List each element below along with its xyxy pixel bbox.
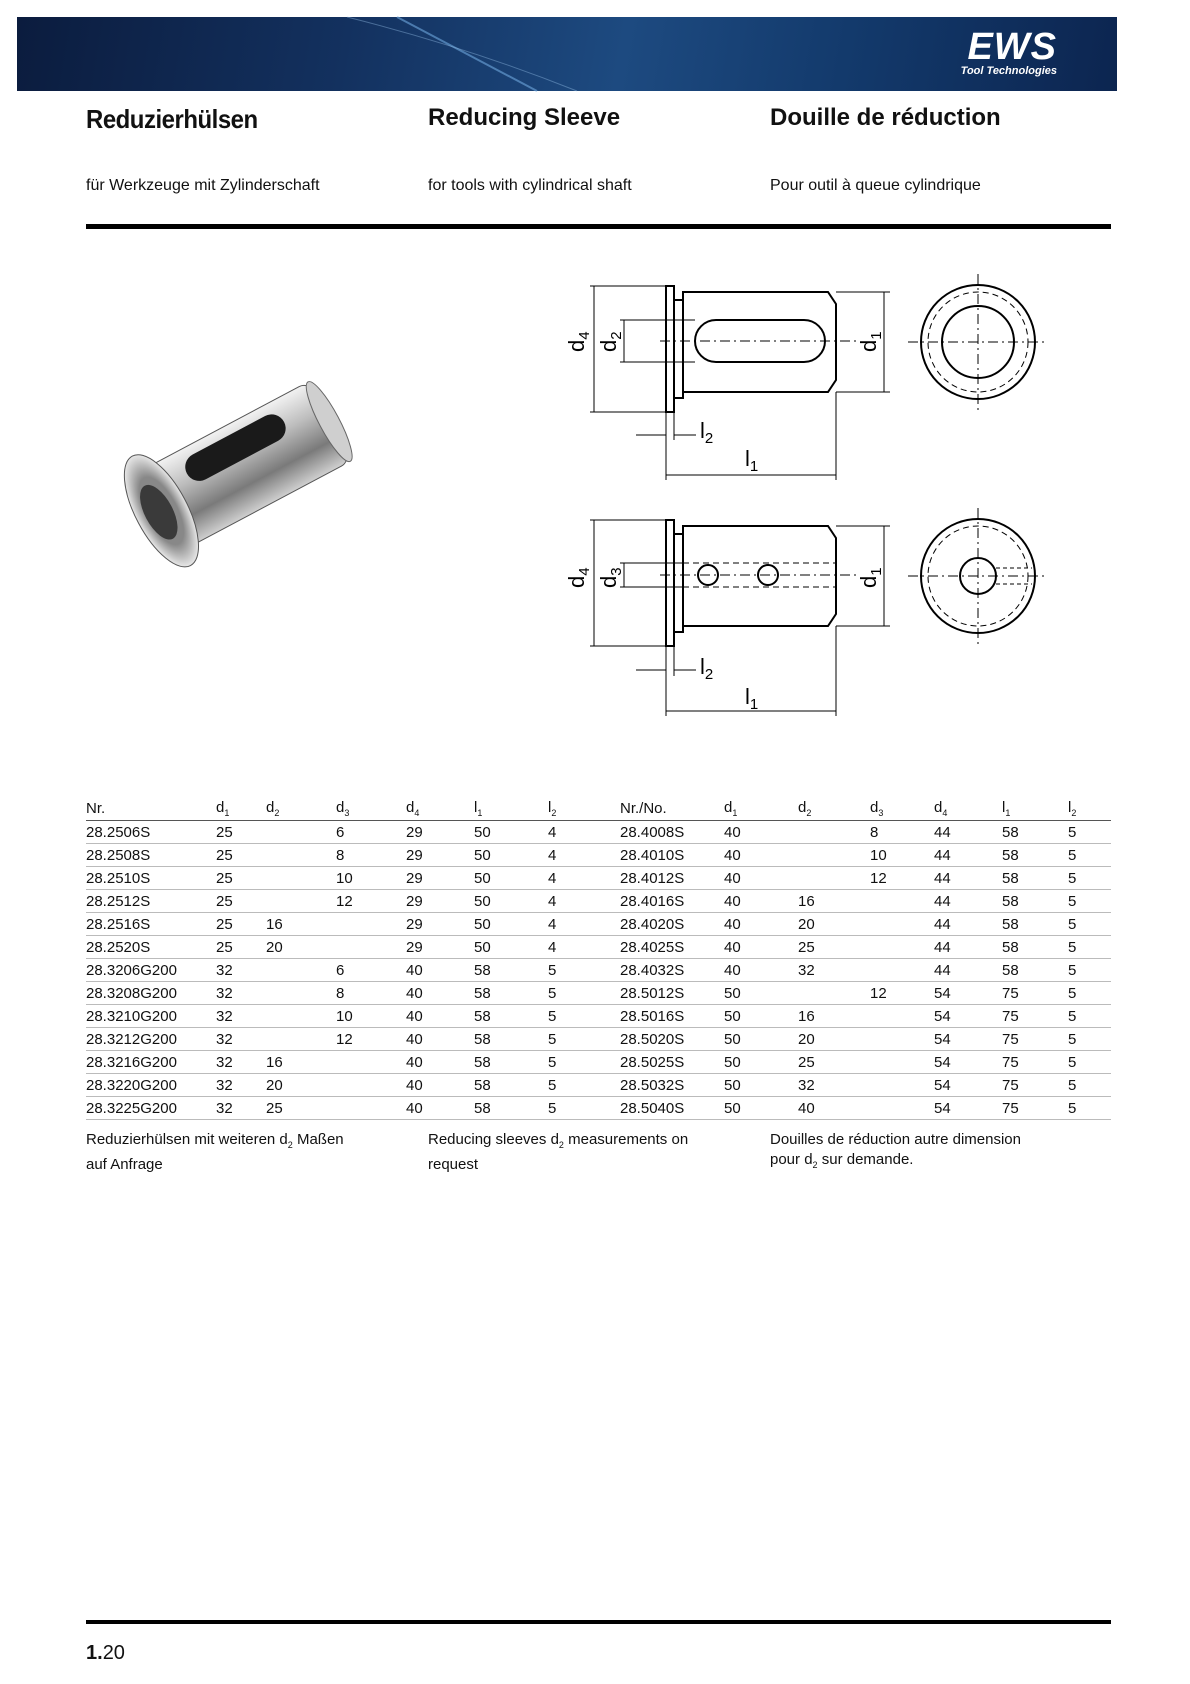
- note-en-text: Reducing sleeves d: [428, 1131, 559, 1148]
- note-en-sub: 2: [558, 1140, 564, 1150]
- table-cell: 6: [336, 959, 406, 982]
- column-header-left-3: $d_3$: [336, 798, 406, 821]
- table-cell: 8: [336, 982, 406, 1005]
- table-cell: 5: [1068, 1005, 1111, 1028]
- table-cell: 50: [474, 844, 548, 867]
- table-cell: 28.5016S: [620, 1005, 724, 1028]
- table-cell: 28.5020S: [620, 1028, 724, 1051]
- product-photo: [100, 370, 360, 590]
- title-german: Reduzierhülsen: [86, 104, 258, 134]
- table-row: [86, 1074, 1111, 1097]
- table-cell: 20: [798, 913, 870, 936]
- table-cell: 32: [216, 1097, 266, 1120]
- note-fr-text: Douilles de réduction autre dimension: [770, 1131, 1021, 1148]
- table-cell: 5: [1068, 844, 1111, 867]
- table-cell: 4: [548, 821, 620, 844]
- table-cell: 58: [1002, 936, 1068, 959]
- table-cell: 50: [474, 890, 548, 913]
- table-cell: 54: [934, 1028, 1002, 1051]
- table-cell: [870, 1005, 934, 1028]
- table-cell: 50: [474, 821, 548, 844]
- note-german: [86, 1130, 344, 1175]
- table-cell: 28.3206G200: [86, 959, 216, 982]
- table-cell: 10: [870, 844, 934, 867]
- table-cell: 5: [548, 1051, 620, 1074]
- note-de-sub: 2: [287, 1140, 293, 1150]
- table-cell: 58: [474, 982, 548, 1005]
- table-cell: 32: [216, 1051, 266, 1074]
- table-cell: [266, 1005, 336, 1028]
- table-cell: 28.4032S: [620, 959, 724, 982]
- table-cell: 58: [474, 1005, 548, 1028]
- table-cell: 40: [724, 890, 798, 913]
- table-cell: 58: [474, 959, 548, 982]
- table-cell: [870, 890, 934, 913]
- table-row: [86, 821, 1111, 844]
- page-chapter: 1.: [86, 1642, 103, 1664]
- table-cell: 40: [406, 1051, 474, 1074]
- label-d4-top: $d_4$: [564, 331, 593, 352]
- column-header-right-6: $l_2$: [1068, 798, 1111, 821]
- table-cell: [266, 1028, 336, 1051]
- table-cell: 28.3208G200: [86, 982, 216, 1005]
- column-header-right-1: $d_1$: [724, 798, 798, 821]
- table-cell: 40: [406, 1005, 474, 1028]
- label-l2-top: $l_2$: [700, 418, 714, 447]
- table-cell: 50: [724, 1097, 798, 1120]
- logo-tagline: Tool Technologies: [960, 65, 1057, 77]
- table-cell: 44: [934, 821, 1002, 844]
- table-cell: 40: [406, 1074, 474, 1097]
- table-cell: 8: [870, 821, 934, 844]
- table-cell: 54: [934, 982, 1002, 1005]
- column-header-left-2: $d_2$: [266, 798, 336, 821]
- table-cell: 54: [934, 1097, 1002, 1120]
- table-cell: 12: [870, 982, 934, 1005]
- column-header-right-0: Nr./No.: [620, 798, 724, 821]
- table-cell: 28.5040S: [620, 1097, 724, 1120]
- table-cell: [336, 913, 406, 936]
- table-cell: 12: [336, 1028, 406, 1051]
- table-cell: 58: [474, 1097, 548, 1120]
- table-cell: 28.5032S: [620, 1074, 724, 1097]
- table-cell: 4: [548, 936, 620, 959]
- column-header-left-0: Nr.: [86, 798, 216, 821]
- table-cell: 5: [1068, 1074, 1111, 1097]
- table-row: [86, 982, 1111, 1005]
- table-cell: [870, 1074, 934, 1097]
- ews-logo: [960, 26, 1057, 77]
- table-cell: 50: [474, 936, 548, 959]
- table-cell: 25: [266, 1097, 336, 1120]
- table-cell: 75: [1002, 1097, 1068, 1120]
- table-cell: [336, 936, 406, 959]
- sleeve-spec-table: [86, 798, 1111, 1120]
- table-cell: 28.2506S: [86, 821, 216, 844]
- table-cell: 32: [216, 1074, 266, 1097]
- table-cell: 5: [548, 982, 620, 1005]
- table-cell: 32: [216, 982, 266, 1005]
- table-cell: 40: [406, 982, 474, 1005]
- table-cell: 75: [1002, 1028, 1068, 1051]
- table-cell: 5: [548, 1097, 620, 1120]
- table-cell: 28.3210G200: [86, 1005, 216, 1028]
- table-cell: [870, 959, 934, 982]
- note-en-line2: request: [428, 1156, 479, 1173]
- column-header-left-1: $d_1$: [216, 798, 266, 821]
- table-cell: 5: [1068, 982, 1111, 1005]
- table-cell: 28.5025S: [620, 1051, 724, 1074]
- table-cell: 5: [548, 1005, 620, 1028]
- table-cell: 25: [798, 936, 870, 959]
- table-cell: [266, 890, 336, 913]
- table-cell: 28.4008S: [620, 821, 724, 844]
- table-cell: 50: [474, 867, 548, 890]
- table-cell: 25: [798, 1051, 870, 1074]
- table-row: [86, 1005, 1111, 1028]
- table-cell: 4: [548, 913, 620, 936]
- table-cell: 5: [548, 1028, 620, 1051]
- table-cell: [266, 959, 336, 982]
- table-cell: 16: [266, 913, 336, 936]
- note-fr-line2: pour d: [770, 1151, 813, 1168]
- table-cell: 28.3216G200: [86, 1051, 216, 1074]
- table-cell: 32: [216, 959, 266, 982]
- table-cell: 44: [934, 913, 1002, 936]
- table-cell: [336, 1051, 406, 1074]
- table-cell: 5: [1068, 1028, 1111, 1051]
- page-index: 20: [102, 1642, 125, 1664]
- label-d1-bottom: $d_1$: [856, 567, 885, 588]
- table-cell: 28.3220G200: [86, 1074, 216, 1097]
- subtitle-french: Pour outil à queue cylindrique: [770, 177, 981, 194]
- table-cell: 4: [548, 844, 620, 867]
- technical-drawing: [564, 270, 1130, 740]
- title-english: Reducing Sleeve: [428, 104, 621, 131]
- table-cell: 8: [336, 844, 406, 867]
- label-l2-bottom: $l_2$: [700, 654, 714, 683]
- table-cell: 16: [266, 1051, 336, 1074]
- table-cell: 25: [216, 936, 266, 959]
- table-cell: 28.2512S: [86, 890, 216, 913]
- column-header-right-2: $d_2$: [798, 798, 870, 821]
- table-cell: 58: [474, 1028, 548, 1051]
- table-cell: 75: [1002, 982, 1068, 1005]
- table-cell: 29: [406, 936, 474, 959]
- table-cell: 28.4025S: [620, 936, 724, 959]
- label-l1-bottom: $l_1$: [745, 684, 759, 713]
- header-banner: [17, 17, 1117, 91]
- column-header-left-6: $l_2$: [548, 798, 620, 821]
- table-cell: 44: [934, 844, 1002, 867]
- table-cell: 44: [934, 890, 1002, 913]
- column-header-right-4: $d_4$: [934, 798, 1002, 821]
- table-cell: 50: [474, 913, 548, 936]
- table-cell: 5: [1068, 959, 1111, 982]
- table-cell: [798, 867, 870, 890]
- table-cell: 29: [406, 913, 474, 936]
- table-cell: [870, 913, 934, 936]
- table-cell: 40: [798, 1097, 870, 1120]
- table-row: [86, 867, 1111, 890]
- table-cell: 4: [548, 867, 620, 890]
- table-cell: 58: [1002, 821, 1068, 844]
- table-cell: [870, 1051, 934, 1074]
- table-cell: 20: [266, 1074, 336, 1097]
- banner-light-streak: [17, 17, 1117, 91]
- label-d4-bottom: $d_4$: [564, 567, 593, 588]
- table-cell: 5: [1068, 867, 1111, 890]
- table-cell: 40: [724, 844, 798, 867]
- table-cell: 54: [934, 1074, 1002, 1097]
- table-row: [86, 890, 1111, 913]
- table-cell: [870, 936, 934, 959]
- table-header: [86, 798, 1111, 821]
- subtitle-german: für Werkzeuge mit Zylinderschaft: [86, 177, 320, 194]
- table-cell: 28.5012S: [620, 982, 724, 1005]
- table-cell: 28.2516S: [86, 913, 216, 936]
- table-cell: [798, 982, 870, 1005]
- table-cell: 50: [724, 1051, 798, 1074]
- table-cell: 25: [216, 913, 266, 936]
- label-l1-top: $l_1$: [745, 446, 759, 475]
- table-cell: 75: [1002, 1051, 1068, 1074]
- note-english: [428, 1130, 688, 1175]
- table-cell: 75: [1002, 1005, 1068, 1028]
- table-cell: 28.3212G200: [86, 1028, 216, 1051]
- table-cell: 44: [934, 959, 1002, 982]
- table-row: [86, 936, 1111, 959]
- label-d3-bottom: $d_3$: [596, 567, 625, 588]
- table-cell: 75: [1002, 1074, 1068, 1097]
- table-cell: 5: [1068, 890, 1111, 913]
- note-french: [770, 1130, 1021, 1175]
- table-cell: 54: [934, 1051, 1002, 1074]
- table-cell: [798, 844, 870, 867]
- table-cell: 28.2510S: [86, 867, 216, 890]
- table-cell: 58: [1002, 867, 1068, 890]
- table-cell: [336, 1097, 406, 1120]
- note-de-text: Reduzierhülsen mit weiteren d: [86, 1131, 288, 1148]
- table-cell: 12: [336, 890, 406, 913]
- table-cell: 32: [216, 1005, 266, 1028]
- table-cell: [336, 1074, 406, 1097]
- table-cell: 28.2508S: [86, 844, 216, 867]
- title-french: Douille de réduction: [770, 104, 1001, 131]
- table-cell: 28.4020S: [620, 913, 724, 936]
- note-en-text-end: measurements on: [563, 1131, 689, 1148]
- table-cell: 32: [798, 1074, 870, 1097]
- table-cell: 58: [1002, 890, 1068, 913]
- table-cell: 5: [1068, 936, 1111, 959]
- table-cell: 50: [724, 1005, 798, 1028]
- table-row: [86, 1028, 1111, 1051]
- table-cell: 58: [1002, 913, 1068, 936]
- table-cell: [266, 844, 336, 867]
- note-de-line2: auf Anfrage: [86, 1156, 163, 1173]
- page-number: [86, 1642, 125, 1665]
- table-cell: 28.4012S: [620, 867, 724, 890]
- table-cell: 40: [406, 1097, 474, 1120]
- table-row: [86, 844, 1111, 867]
- table-cell: 32: [216, 1028, 266, 1051]
- table-cell: 50: [724, 1074, 798, 1097]
- table-cell: 16: [798, 890, 870, 913]
- table-cell: [266, 821, 336, 844]
- table-body: [86, 821, 1111, 1120]
- table-cell: 10: [336, 867, 406, 890]
- table-cell: 40: [406, 1028, 474, 1051]
- table-cell: 12: [870, 867, 934, 890]
- table-cell: 20: [266, 936, 336, 959]
- note-fr-sub: 2: [812, 1160, 818, 1170]
- table-cell: 54: [934, 1005, 1002, 1028]
- table-cell: 16: [798, 1005, 870, 1028]
- table-cell: 40: [406, 959, 474, 982]
- column-header-right-5: $l_1$: [1002, 798, 1068, 821]
- table-cell: 5: [1068, 1097, 1111, 1120]
- top-divider: [86, 224, 1111, 229]
- table-cell: 20: [798, 1028, 870, 1051]
- column-header-left-5: $l_1$: [474, 798, 548, 821]
- table-cell: 58: [474, 1051, 548, 1074]
- table-row: [86, 959, 1111, 982]
- table-cell: 5: [1068, 913, 1111, 936]
- table-cell: 40: [724, 936, 798, 959]
- table-cell: 28.3225G200: [86, 1097, 216, 1120]
- subtitle-english: for tools with cylindrical shaft: [428, 177, 632, 194]
- table-cell: 32: [798, 959, 870, 982]
- table-row: [86, 913, 1111, 936]
- table-cell: 25: [216, 867, 266, 890]
- table-cell: 40: [724, 821, 798, 844]
- table-cell: [870, 1097, 934, 1120]
- table-cell: [266, 982, 336, 1005]
- logo-brand: EWS: [967, 26, 1057, 68]
- table-cell: [266, 867, 336, 890]
- table-cell: 5: [548, 959, 620, 982]
- label-d1-top: $d_1$: [856, 331, 885, 352]
- table-cell: 40: [724, 913, 798, 936]
- table-cell: 25: [216, 890, 266, 913]
- table-cell: 6: [336, 821, 406, 844]
- table-cell: 10: [336, 1005, 406, 1028]
- note-de-text-end: Maßen: [292, 1131, 344, 1148]
- table-cell: 29: [406, 867, 474, 890]
- table-cell: 4: [548, 890, 620, 913]
- table-row: [86, 1097, 1111, 1120]
- note-fr-line2-end: sur demande.: [817, 1151, 914, 1168]
- table-cell: 28.2520S: [86, 936, 216, 959]
- table-cell: [870, 1028, 934, 1051]
- table-cell: 58: [1002, 959, 1068, 982]
- column-header-right-3: $d_3$: [870, 798, 934, 821]
- table-cell: 50: [724, 1028, 798, 1051]
- table-cell: 5: [548, 1074, 620, 1097]
- table-cell: 25: [216, 844, 266, 867]
- table-cell: 5: [1068, 821, 1111, 844]
- table-cell: 29: [406, 844, 474, 867]
- table-cell: 58: [1002, 844, 1068, 867]
- table-cell: 44: [934, 867, 1002, 890]
- table-cell: 40: [724, 867, 798, 890]
- table-cell: 58: [474, 1074, 548, 1097]
- label-d2-top: $d_2$: [596, 331, 625, 352]
- table-cell: 28.4016S: [620, 890, 724, 913]
- table-cell: 5: [1068, 1051, 1111, 1074]
- table-cell: 50: [724, 982, 798, 1005]
- table-cell: 29: [406, 890, 474, 913]
- bottom-divider: [86, 1620, 1111, 1624]
- table-cell: 28.4010S: [620, 844, 724, 867]
- table-cell: [798, 821, 870, 844]
- table-cell: 40: [724, 959, 798, 982]
- table-cell: 44: [934, 936, 1002, 959]
- table-row: [86, 1051, 1111, 1074]
- table-cell: 25: [216, 821, 266, 844]
- column-header-left-4: $d_4$: [406, 798, 474, 821]
- table-cell: 29: [406, 821, 474, 844]
